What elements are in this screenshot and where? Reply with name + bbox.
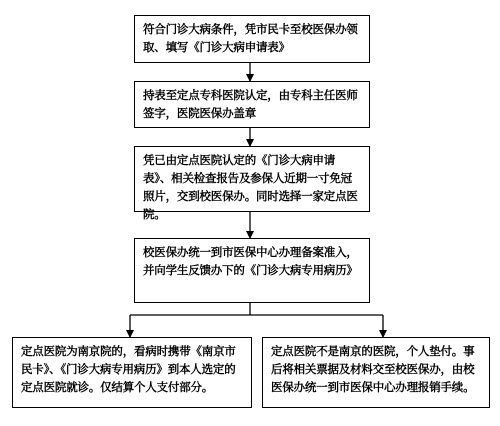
step-1-text: 符合门诊大病条件，凭市民卡至校医保办领取、填写《门诊大病申请表》 xyxy=(143,22,358,54)
step-1-box xyxy=(134,15,370,63)
step-3-text: 凭已由定点医院认定的《门诊大病申请表》、相关检查报告及参保人近期一寸免冠照片，交到校医保办。同时选择一家定点医院。 xyxy=(143,153,358,221)
step-2-text: 持表至定点专科医院认定，由专科主任医师签字，医院医保办盖章 xyxy=(143,88,358,120)
step-4-text: 校医保办统一到市医保中心办理备案准入，并向学生反馈办下的《门诊大病专用病历》 xyxy=(143,245,358,277)
branch-left-text: 定点医院为南京院的，看病时携带《南京市民卡》、《门诊大病专用病历》到本人选定的定点医院就诊。仅结算个人支付部分。 xyxy=(21,344,236,394)
step-2-box xyxy=(134,81,370,128)
step-4-box xyxy=(134,238,370,303)
branch-right-text: 定点医院不是南京的医院，个人垫付。事后将相关票据及材料交至校医保办，由校医保办统一到市医保中心办理报销手续。 xyxy=(271,344,475,394)
branch-right-box xyxy=(262,337,490,408)
step-3-box xyxy=(134,146,370,221)
branch-left-box xyxy=(12,337,252,408)
